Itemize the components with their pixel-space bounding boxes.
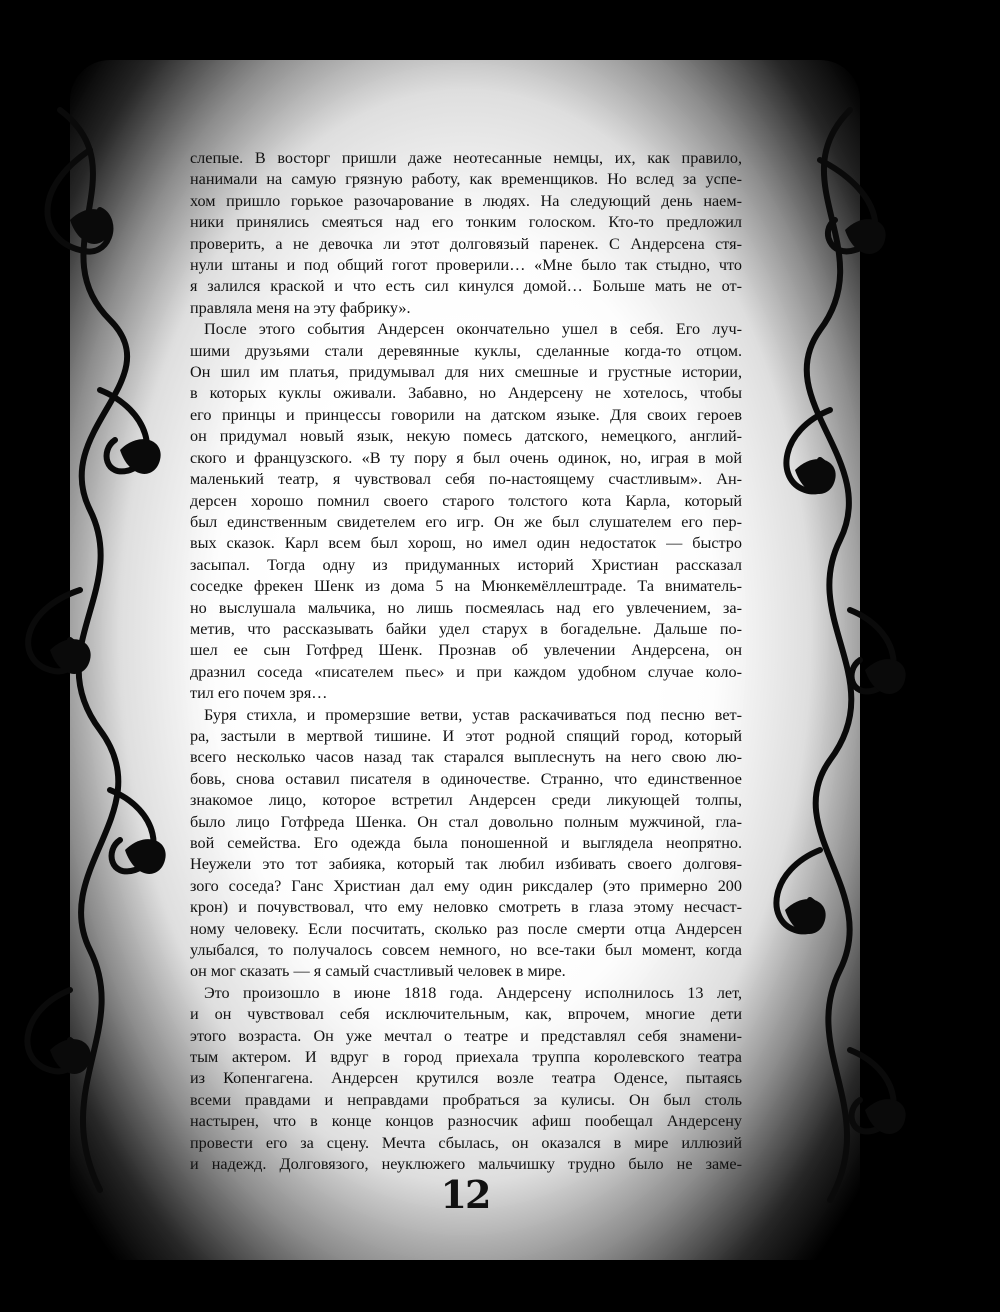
- text-line: и он чувствовал себя исключительным, как, впрочем, многие дети: [190, 1005, 742, 1024]
- text-line: он придумал новый язык, некую помесь датского, немецкого, англий-: [190, 427, 742, 446]
- text-line: Он шил им платья, придумывал для них смешные и грустные истории,: [190, 363, 742, 382]
- text-line: Это произошло в июне 1818 года. Андерсену исполнилось 13 лет,: [204, 983, 742, 1002]
- text-line: его принцы и принцессы говорили на датском языке. Для своих героев: [190, 405, 742, 424]
- text-line: было лицо Готфреда Шенка. Он стал довольно полным мужчиной, гла-: [190, 812, 742, 831]
- text-line: соседке фрекен Шенк из дома 5 на Мюнкемёллештраде. Та вниматель-: [190, 577, 742, 596]
- text-line: я залился краской и что есть сил кинулся домой… Больше мать не от-: [190, 277, 742, 296]
- text-line: ского и французского. «В ту пору я был очень одинок, но, играя в мой: [190, 448, 742, 467]
- text-line: улыбался, то получалось совсем немного, но все-таки был момент, когда: [190, 941, 742, 960]
- text-line: маленький театр, я чувствовал себя по-настоящему счастливым». Ан-: [190, 470, 742, 489]
- text-line: вых сказок. Карл всем был хорош, но имел один недостаток — быстро: [190, 534, 742, 553]
- text-line: дразнил соседа «писателем пьес» и при каждом удобном случае коло-: [190, 662, 742, 681]
- left-floral-ornament: [20, 90, 170, 1220]
- text-line: После этого события Андерсен окончательно ушел в себя. Его луч-: [204, 320, 742, 339]
- text-line: бовь, снова оставил писателя в одиночестве. Странно, что единственное: [190, 769, 742, 788]
- text-line: слепые. В восторг пришли даже неотесанные немцы, их, как правило,: [190, 149, 742, 167]
- text-line: но выслушала мальчика, но лишь посмеялась над его увлечением, за-: [190, 598, 742, 617]
- text-line: этого возраста. Он уже мечтал о театре и представлял себя знамени-: [190, 1026, 742, 1045]
- text-line: ники принялись смеяться над его тонким голоском. Кто-то предложил: [190, 213, 742, 232]
- text-line: всего несколько часов назад так старался выплеснуть на него свою лю-: [190, 748, 742, 767]
- text-line: тил его почем зря…: [190, 684, 328, 703]
- text-line: метив, что рассказывать байки удел старух в богадельне. Дальше по-: [190, 619, 742, 638]
- text-line: шими друзьями стали деревянные куклы, сделанные когда-то отцом.: [190, 341, 742, 360]
- text-line: он мог сказать — я самый счастливый человек в мире.: [190, 962, 566, 981]
- text-line: нанимали на самую грязную работу, как временщиков. Но вслед за успе-: [190, 170, 742, 189]
- text-line: вой семейства. Его одежда была поношенной и выглядела неопрятно.: [190, 834, 742, 852]
- text-line: всеми правдами и неправдами пробраться за кулисы. Он был столь: [190, 1090, 742, 1109]
- text-line: нули штаны и под общий гогот проверили… «Мне было так стыдно, что: [190, 256, 742, 275]
- text-line: крон) и почувствовал, что ему неловко смотреть в глаза этому несчаст-: [190, 898, 742, 917]
- right-floral-ornament: [760, 90, 910, 1220]
- text-line: знакомое лицо, которое встретил Андерсен среди ликующей толпы,: [190, 791, 742, 810]
- text-line: Неужели это тот забияка, который так любил избивать своего долговя-: [190, 855, 742, 874]
- text-line: тым актером. И вдруг в город приехала труппа королевского театра: [190, 1048, 742, 1067]
- text-line: зого соседа? Ганс Христиан дал ему один риксдалер (это примерно 200: [190, 876, 742, 895]
- text-line: и надежд. Долговязого, неуклюжего мальчишку трудно было не заме-: [190, 1155, 742, 1174]
- text-line: Буря стихла, и промерзшие ветви, устав раскачиваться под песню вет-: [204, 705, 742, 724]
- text-line: шел ее сын Готфред Шенк. Прознав об увлечении Андерсена, он: [190, 641, 742, 660]
- text-line: дерсен хорошо помнил своего старого толстого кота Карла, который: [190, 491, 742, 510]
- text-line: ра, застыли в мертвой тишине. И этот родной спящий город, который: [190, 726, 742, 745]
- page-number: 12: [440, 1172, 490, 1217]
- text-line: правляла меня на эту фабрику».: [190, 298, 411, 317]
- text-line: настырен, что в конце концов разносчик афиш пообещал Андерсену: [190, 1112, 742, 1131]
- text-line: проверить, а не девочка ли этот долговязый паренек. С Андерсена стя-: [190, 234, 742, 253]
- text-line: в которых куклы оживали. Забавно, но Андерсену не хотелось, чтобы: [190, 384, 742, 403]
- text-line: засыпал. Тогда одну из придуманных историй Христиан рассказал: [190, 555, 742, 574]
- text-line: хом пришло горькое разочарование в людях. На следующий день наем-: [190, 191, 742, 210]
- text-line: провести его за сцену. Мечта сбылась, он оказался в мире иллюзий: [190, 1133, 742, 1152]
- text-line: был единственным свидетелем его игр. Он же был слушателем его пер-: [190, 512, 742, 531]
- text-line: ному человеку. Если посчитать, сколько раз после смерти отца Андерсен: [190, 919, 742, 938]
- body-text: [190, 148, 742, 1176]
- text-line: из Копенгагена. Андерсен крутился возле театра Оденсе, пытаясь: [190, 1069, 742, 1088]
